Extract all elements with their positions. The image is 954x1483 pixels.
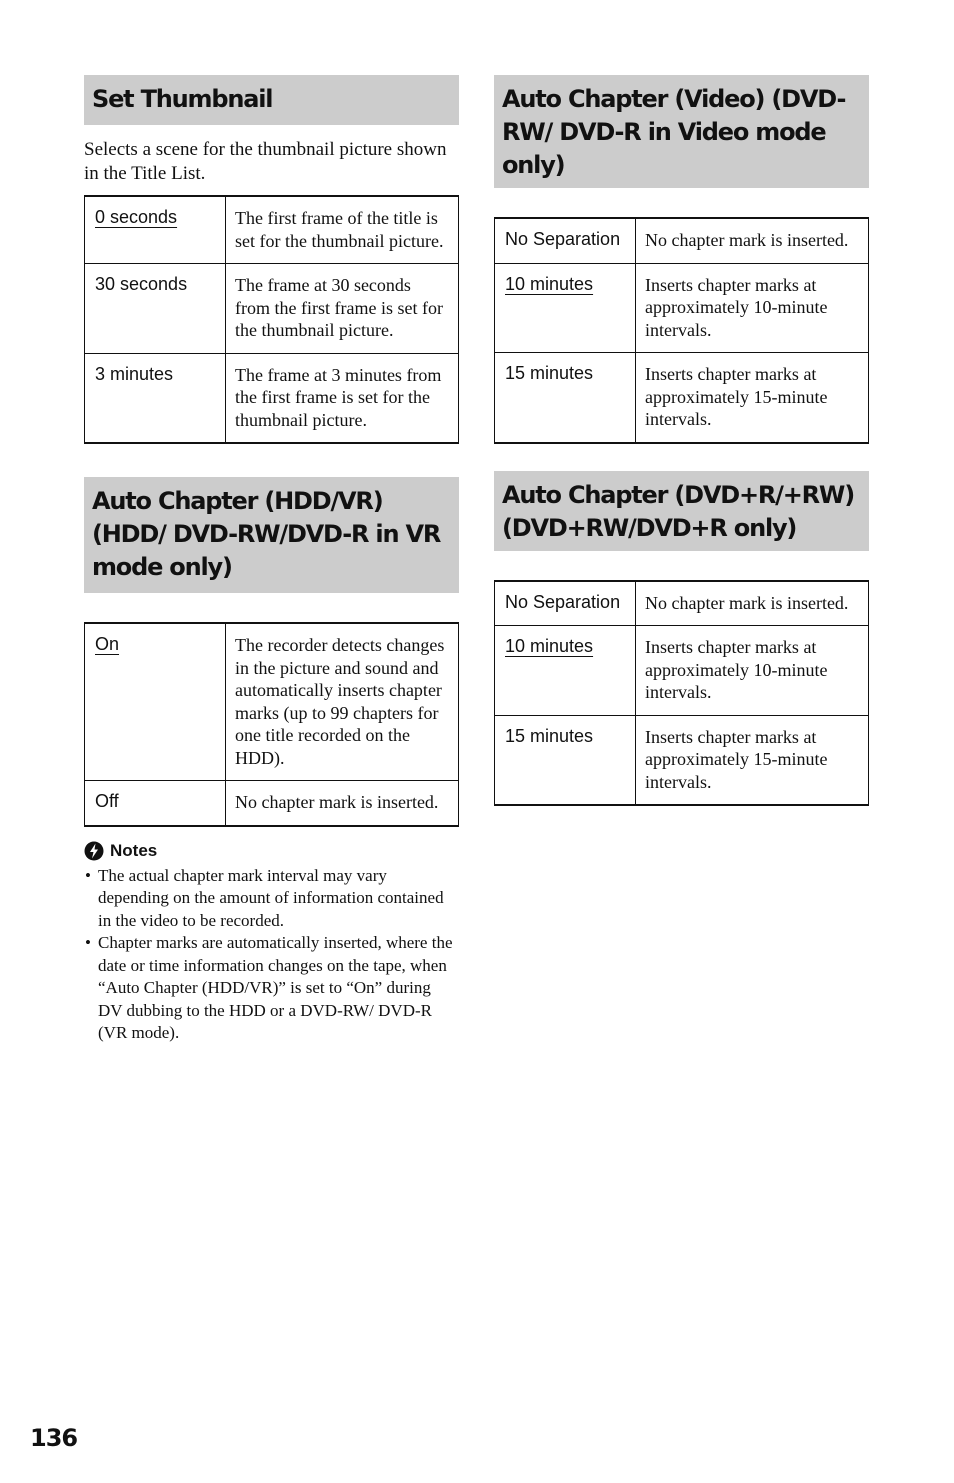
auto-chapter-plus-heading: Auto Chapter (DVD+R/+RW) (DVD+RW/DVD+R only)	[494, 471, 869, 551]
option-description: Inserts chapter marks at approximately 15-minute intervals.	[636, 715, 869, 805]
option-label: Off	[85, 781, 226, 826]
option-description: Inserts chapter marks at approximately 15-minute intervals.	[636, 353, 869, 443]
set-thumbnail-heading: Set Thumbnail	[84, 75, 459, 125]
option-label: 0 seconds	[95, 207, 178, 227]
auto-chapter-video-table	[494, 217, 869, 444]
table-row	[85, 623, 459, 781]
auto-chapter-video-heading: Auto Chapter (Video) (DVD-RW/ DVD-R in Video mode only)	[494, 75, 869, 188]
auto-chapter-hdd-vr-table	[84, 622, 459, 827]
option-label: On	[95, 634, 120, 654]
table-row	[495, 353, 869, 443]
option-description: The frame at 30 seconds from the first frame is set for the thumbnail picture.	[226, 264, 459, 354]
set-thumbnail-intro: Selects a scene for the thumbnail picture shown in the Title List.	[84, 139, 447, 184]
set-thumbnail-table	[84, 195, 459, 444]
page-number: 136	[30, 1424, 78, 1452]
table-row	[85, 781, 459, 826]
option-description: Inserts chapter marks at approximately 10-minute intervals.	[636, 626, 869, 716]
table-row	[495, 715, 869, 805]
notes-icon	[84, 841, 104, 861]
table-row	[85, 264, 459, 354]
option-description: No chapter mark is inserted.	[636, 218, 869, 263]
left-column	[84, 75, 459, 1045]
notes-heading	[84, 841, 459, 861]
table-row	[495, 218, 869, 263]
table-row	[85, 353, 459, 443]
auto-chapter-plus-table	[494, 580, 869, 807]
table-row	[85, 196, 459, 264]
option-label: No Separation	[495, 218, 636, 263]
option-label: 3 minutes	[85, 353, 226, 443]
auto-chapter-hdd-vr-heading: Auto Chapter (HDD/VR) (HDD/ DVD-RW/DVD-R in VR mode only)	[84, 477, 459, 593]
table-row	[495, 581, 869, 626]
notes-list	[84, 865, 459, 1045]
option-description: Inserts chapter marks at approximately 10-minute intervals.	[636, 263, 869, 353]
option-label: No Separation	[495, 581, 636, 626]
option-label: 15 minutes	[495, 715, 636, 805]
option-label: 30 seconds	[85, 264, 226, 354]
right-column	[494, 75, 869, 806]
option-label: 15 minutes	[495, 353, 636, 443]
option-description: No chapter mark is inserted.	[226, 781, 459, 826]
notes-label: Notes	[110, 840, 158, 860]
option-description: The frame at 3 minutes from the first frame is set for the thumbnail picture.	[226, 353, 459, 443]
table-row	[495, 626, 869, 716]
option-description: The first frame of the title is set for the thumbnail picture.	[226, 196, 459, 264]
list-item: • The actual chapter mark interval may vary depending on the amount of information contained in the video to be recorded.	[84, 865, 459, 933]
option-description: The recorder detects changes in the picture and sound and automatically inserts chapter marks (up to 99 chapters for one title recorded on the HDD).	[226, 623, 459, 781]
option-label: 10 minutes	[505, 636, 594, 656]
table-row	[495, 263, 869, 353]
option-description: No chapter mark is inserted.	[636, 581, 869, 626]
list-item: • Chapter marks are automatically inserted, where the date or time information changes on the tape, when “Auto Chapter (HDD/VR)” is set to “On” during DV dubbing to the HDD or a DVD-RW/ DVD-R (VR mode).	[84, 932, 459, 1045]
option-label: 10 minutes	[505, 273, 594, 294]
